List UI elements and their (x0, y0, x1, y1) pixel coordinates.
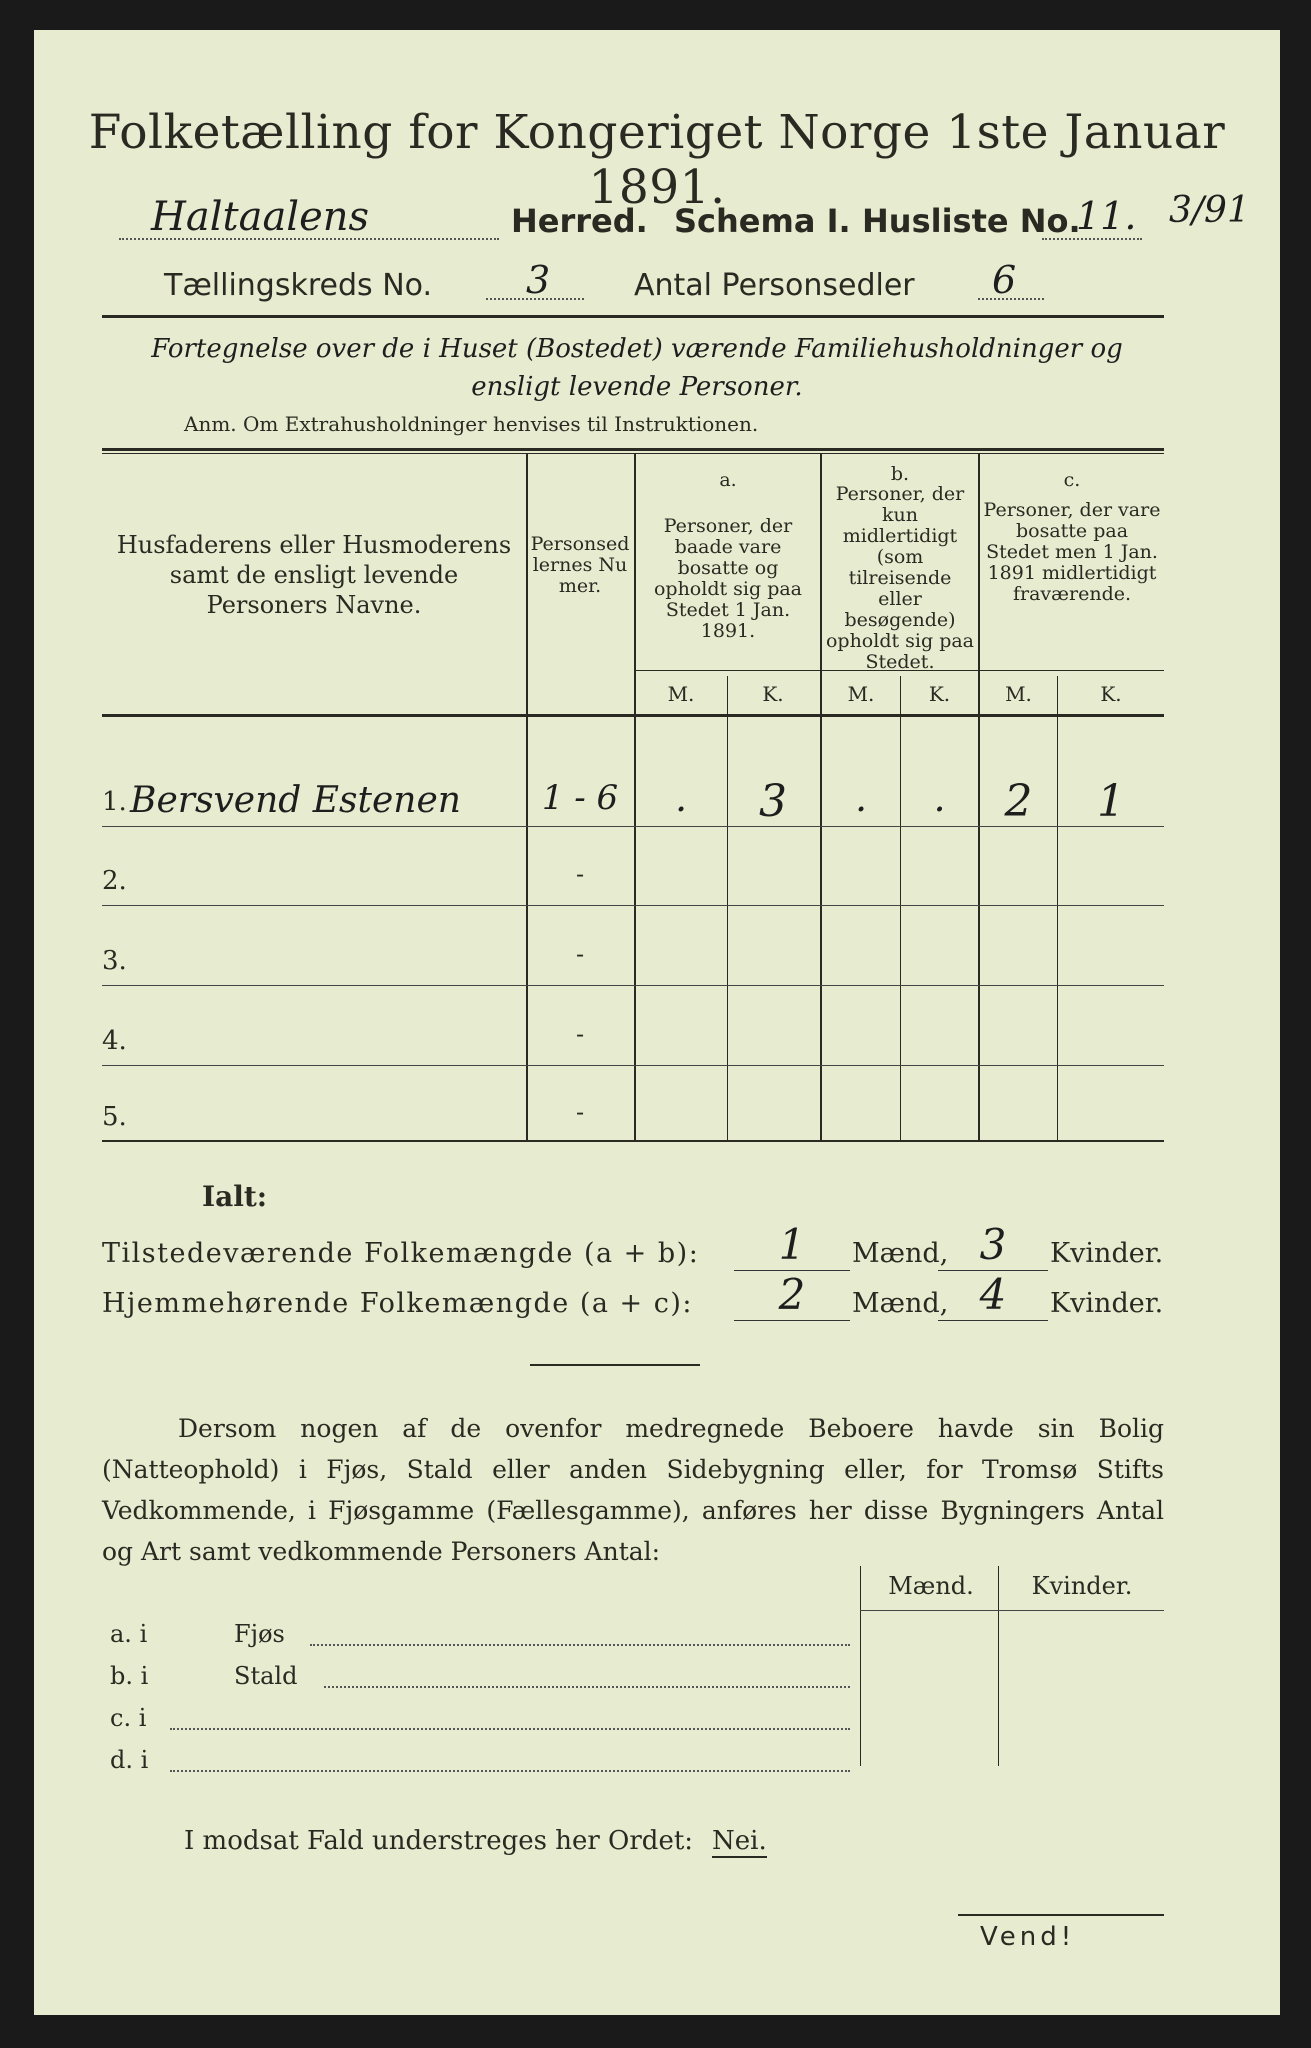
row-numer: - (575, 860, 585, 888)
kreds-label: Tællingskreds No. (164, 268, 432, 303)
row-numer: - (575, 940, 585, 968)
building-row-letter: a. i (110, 1620, 148, 1648)
herred-label: Herred. (511, 202, 648, 240)
row-numer: - (575, 1020, 585, 1048)
husliste-note: 3/91 (1169, 190, 1250, 231)
col-a-m: M. (667, 682, 695, 706)
col-c-m: M. (1005, 682, 1032, 706)
building-row-letter: c. i (110, 1704, 147, 1732)
row-numer: - (575, 1098, 585, 1126)
tilstede-kvinder: 3 (979, 1220, 1007, 1269)
kreds-field (486, 258, 584, 306)
row-c-m: 2 (1004, 776, 1033, 827)
col-header-c: Personer, der vare bosatte paa Stedet men 1 Jan. 1891 midlertidigt fraværende. (983, 499, 1161, 605)
modsat-text: I modsat Fald understreges her Ordet: (184, 1826, 694, 1856)
ialt-label: Ialt: (202, 1180, 268, 1213)
section-divider (530, 1364, 700, 1366)
row-number: 4. (102, 1026, 127, 1056)
maend-word: Mænd, (852, 1238, 949, 1269)
row-b-k: . (933, 776, 946, 820)
col-c-k: K. (1100, 682, 1122, 706)
form-title: Folketælling for Kongeriget Norge 1ste Januar 1891. (88, 105, 1226, 215)
row-number: 1. (102, 787, 127, 817)
col-header-b: Personer, der kun midlertidigt (som tilreisende eller besøgende) opholdt sig paa Stedet. (825, 483, 975, 673)
row-a-m: . (674, 776, 688, 820)
row-b-m: . (854, 776, 868, 820)
herred-name: Haltaalens (151, 194, 370, 240)
census-form-page (34, 30, 1280, 2015)
col-a-k: K. (762, 682, 784, 706)
kvinder-word: Kvinder. (1050, 1238, 1164, 1269)
personsedler-field (978, 258, 1044, 306)
hjemme-maend: 2 (778, 1270, 806, 1319)
kvinder-word: Kvinder. (1050, 1288, 1164, 1319)
vend-text: Vend! (980, 1922, 1076, 1952)
building-row-letter: b. i (110, 1662, 149, 1690)
husliste-label: Husliste No. (862, 202, 1081, 240)
col-a-letter: a. (719, 469, 737, 491)
intro-text: Fortegnelse over de i Huset (Bostedet) værende Familiehusholdninger og ensligt levende Personer. (151, 334, 1123, 402)
building-row-letter: d. i (110, 1746, 149, 1774)
husliste-field (1042, 194, 1142, 244)
kreds-value: 3 (526, 258, 551, 302)
tilstede-maend: 1 (778, 1220, 806, 1269)
col-header-numer: Personsedlernes Numer. (530, 533, 630, 597)
row-c-k: 1 (1097, 776, 1125, 827)
row-number: 3. (102, 946, 127, 976)
herred-name-field (119, 194, 499, 244)
col-c-letter: c. (1063, 469, 1081, 491)
header-rule (102, 315, 1164, 318)
building-col-kvinder: Kvinder. (1031, 1572, 1133, 1600)
personsedler-value: 6 (992, 258, 1017, 302)
table-header-rule (102, 714, 1164, 717)
hjemme-kvinder: 4 (979, 1270, 1007, 1319)
col-header-name: Husfaderens eller Husmoderens samt de ensligt levende Personers Navne. (116, 531, 512, 619)
row-number: 5. (102, 1102, 127, 1132)
col-b-letter: b. (890, 463, 910, 485)
col-header-a: Personer, der baade vare bosatte og opholdt sig paa Stedet 1 Jan. 1891. (653, 515, 803, 642)
table-top-rule (102, 448, 1164, 451)
col-b-m: M. (847, 682, 875, 706)
building-row-label: Fjøs (234, 1620, 285, 1648)
husliste-value: 11. (1076, 194, 1137, 238)
row-number: 2. (102, 866, 127, 896)
row-name: Bersvend Estenen (130, 780, 461, 821)
building-row-label: Stald (234, 1662, 298, 1690)
building-text: Dersom nogen af de ovenfor medregnede Beboere havde sin Bolig (Natteophold) i Fjøs, Stald eller anden Sidebygning eller, for Tromsø Stifts Vedkommende, i Fjøsgamme (Fællesgamme), anføres her disse Bygningers Antal og Art samt vedkommende Personers Antal: (102, 1414, 1164, 1566)
row-numer: 1 - 6 (541, 778, 619, 818)
tilstede-label: Tilstedeværende Folkemængde (a + b): (102, 1238, 700, 1269)
personsedler-label: Antal Personsedler (634, 268, 915, 303)
building-col-maend: Mænd. (888, 1572, 974, 1600)
hjemme-label: Hjemmehørende Folkemængde (a + c): (102, 1288, 693, 1319)
nei-word: Nei. (712, 1826, 767, 1856)
row-a-k: 3 (759, 776, 787, 827)
maend-word: Mænd, (852, 1288, 949, 1319)
anm-note: Anm. Om Extrahusholdninger henvises til Instruktionen. (184, 412, 759, 436)
schema-label: Schema I. (674, 202, 851, 240)
col-b-k: K. (928, 682, 951, 706)
